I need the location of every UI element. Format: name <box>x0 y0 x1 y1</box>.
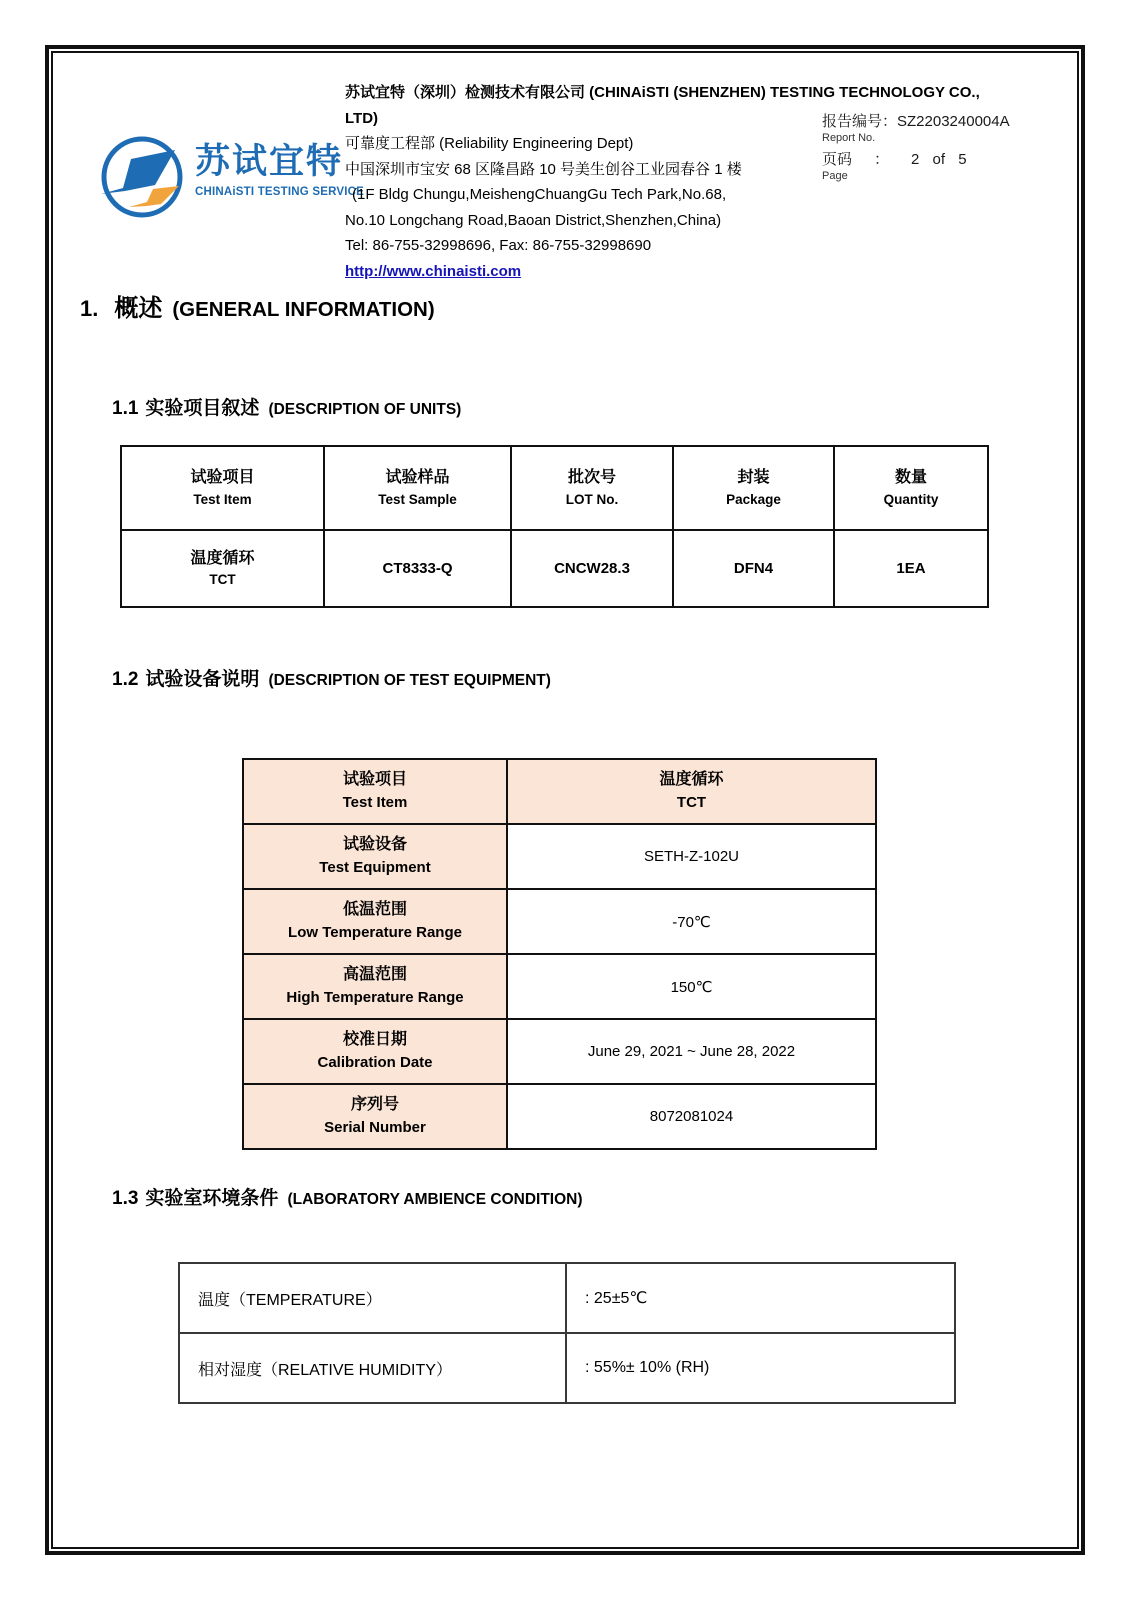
brand-logo <box>95 128 364 222</box>
report-no-label-en: Report No. <box>822 132 876 144</box>
section-1-1-title <box>112 393 461 420</box>
equipment-value-test-equipment: SETH-Z-102U <box>507 824 876 889</box>
equipment-label-serial-number-cn: 序列号 <box>350 1096 399 1114</box>
ambience-table <box>178 1262 956 1404</box>
page-label-cn: 页码 <box>822 151 853 168</box>
equipment-value-calibration-date: June 29, 2021 ~ June 28, 2022 <box>507 1019 876 1084</box>
address-en-line1: (1F Bldg Chungu,MeishengChuangGu Tech Park,No.68, <box>352 186 727 203</box>
report-no-value: SZ2203240004A <box>897 113 1010 130</box>
equipment-label-high-temp-en: High Temperature Range <box>286 989 464 1007</box>
units-cell-quantity: 1EA <box>834 530 988 607</box>
equipment-header-label-en: Test Item <box>342 794 408 812</box>
equipment-row-serial-number <box>243 1084 876 1149</box>
units-cell-test-sample: CT8333-Q <box>324 530 511 607</box>
units-cell-lot-no: CNCW28.3 <box>511 530 673 607</box>
section-1-1-title-cn: 实验项目叙述 <box>145 398 260 419</box>
company-name-line2: LTD) <box>345 109 379 127</box>
equipment-label-serial-number <box>243 1084 507 1149</box>
equipment-label-serial-number-en: Serial Number <box>324 1119 426 1137</box>
tel-fax-line: Tel: 86-755-32998696, Fax: 86-755-32998690 <box>345 237 652 254</box>
equipment-label-calibration-date-en: Calibration Date <box>317 1054 433 1072</box>
equipment-header-value <box>507 759 876 824</box>
equipment-row-test-equipment <box>243 824 876 889</box>
units-header-lot-no <box>511 446 673 530</box>
units-table <box>120 445 989 608</box>
units-header-lot-no-cn: 批次号 <box>567 469 616 487</box>
units-cell-test-item-cn: 温度循环 <box>190 549 255 567</box>
equipment-label-low-temp-cn: 低温范围 <box>342 901 407 919</box>
units-header-package <box>673 446 834 530</box>
units-header-test-sample-en: Test Sample <box>378 491 457 507</box>
units-header-quantity-cn: 数量 <box>894 469 927 487</box>
ambience-row-humidity <box>179 1333 955 1403</box>
equipment-label-high-temp-cn: 高温范围 <box>342 966 407 984</box>
units-header-test-item-en: Test Item <box>193 491 252 507</box>
section-1-3-title-en: (LABORATORY AMBIENCE CONDITION) <box>287 1191 583 1208</box>
section-1-2-number: 1.2 <box>112 669 139 690</box>
equipment-header-row <box>243 759 876 824</box>
equipment-row-high-temp <box>243 954 876 1019</box>
website-link[interactable]: http://www.chinaisti.com <box>345 262 522 280</box>
units-header-lot-no-en: LOT No. <box>565 491 619 507</box>
equipment-row-calibration-date <box>243 1019 876 1084</box>
units-table-data-row <box>121 530 988 607</box>
equipment-value-serial-number: 8072081024 <box>507 1084 876 1149</box>
units-header-package-cn: 封装 <box>737 469 770 487</box>
units-cell-package: DFN4 <box>673 530 834 607</box>
equipment-value-low-temp: -70℃ <box>507 889 876 954</box>
section-1-title-cn: 概述 <box>114 295 163 322</box>
units-header-quantity-en: Quantity <box>883 491 939 507</box>
address-cn-line: 中国深圳市宝安 68 区隆昌路 10 号美生创谷工业园春谷 1 楼 <box>345 160 742 178</box>
units-header-test-item <box>121 446 324 530</box>
equipment-label-calibration-date <box>243 1019 507 1084</box>
ambience-row-temperature <box>179 1263 955 1333</box>
section-1-1-title-en: (DESCRIPTION OF UNITS) <box>268 401 462 418</box>
equipment-header-label <box>243 759 507 824</box>
report-meta <box>822 110 1010 186</box>
ambience-value-humidity: : 55%± 10% (RH) <box>566 1333 955 1403</box>
equipment-label-test-equipment <box>243 824 507 889</box>
units-cell-test-item <box>121 530 324 607</box>
equipment-label-low-temp <box>243 889 507 954</box>
equipment-header-value-en: TCT <box>676 794 707 812</box>
report-no-label-cn: 报告编号： <box>822 113 898 130</box>
page-colon: ： <box>874 151 890 168</box>
units-header-quantity <box>834 446 988 530</box>
ambience-label-humidity: 相对湿度（RELATIVE HUMIDITY） <box>179 1333 566 1403</box>
ambience-label-temperature: 温度（TEMPERATURE） <box>179 1263 566 1333</box>
page-label-en: Page <box>822 170 848 182</box>
section-1-1-number: 1.1 <box>112 398 139 419</box>
equipment-label-test-equipment-en: Test Equipment <box>319 859 431 877</box>
section-1-title <box>80 288 435 323</box>
section-1-number: 1. <box>80 296 99 321</box>
section-1-2-title-en: (DESCRIPTION OF TEST EQUIPMENT) <box>268 672 551 689</box>
page-value: 2 of 5 <box>911 151 967 168</box>
section-1-2-title-cn: 试验设备说明 <box>145 669 260 690</box>
equipment-label-test-equipment-cn: 试验设备 <box>342 836 407 854</box>
equipment-label-high-temp <box>243 954 507 1019</box>
section-1-3-title-cn: 实验室环境条件 <box>145 1188 279 1209</box>
company-name-line1: 苏试宜特（深圳）检测技术有限公司 (CHINAiSTI (SHENZHEN) TESTING TECHNOLOGY CO., <box>345 84 980 101</box>
equipment-label-low-temp-en: Low Temperature Range <box>288 924 462 942</box>
brand-name-cn: 苏试宜特 <box>195 142 344 181</box>
brand-tagline: CHINAiSTI TESTING SERVICE <box>195 185 365 198</box>
equipment-table <box>242 758 877 1150</box>
equipment-label-calibration-date-cn: 校准日期 <box>342 1031 407 1049</box>
brand-logo-icon <box>95 128 189 222</box>
department-line: 可靠度工程部 (Reliability Engineering Dept) <box>345 135 634 152</box>
equipment-header-value-cn: 温度循环 <box>659 771 724 789</box>
address-en-line2: No.10 Longchang Road,Baoan District,Shenzhen,China) <box>345 211 722 229</box>
equipment-row-low-temp <box>243 889 876 954</box>
units-header-test-sample-cn: 试验样品 <box>385 469 450 487</box>
equipment-value-high-temp: 150℃ <box>507 954 876 1019</box>
equipment-header-label-cn: 试验项目 <box>342 771 407 789</box>
ambience-value-temperature: : 25±5℃ <box>566 1263 955 1333</box>
units-cell-test-item-en: TCT <box>209 572 236 588</box>
units-header-test-sample <box>324 446 511 530</box>
section-1-2-title <box>112 664 551 691</box>
units-table-header-row <box>121 446 988 530</box>
units-header-test-item-cn: 试验项目 <box>190 469 255 487</box>
units-header-package-en: Package <box>726 491 781 507</box>
section-1-title-en: (GENERAL INFORMATION) <box>172 298 435 321</box>
section-1-3-number: 1.3 <box>112 1188 139 1209</box>
section-1-3-title <box>112 1183 583 1210</box>
